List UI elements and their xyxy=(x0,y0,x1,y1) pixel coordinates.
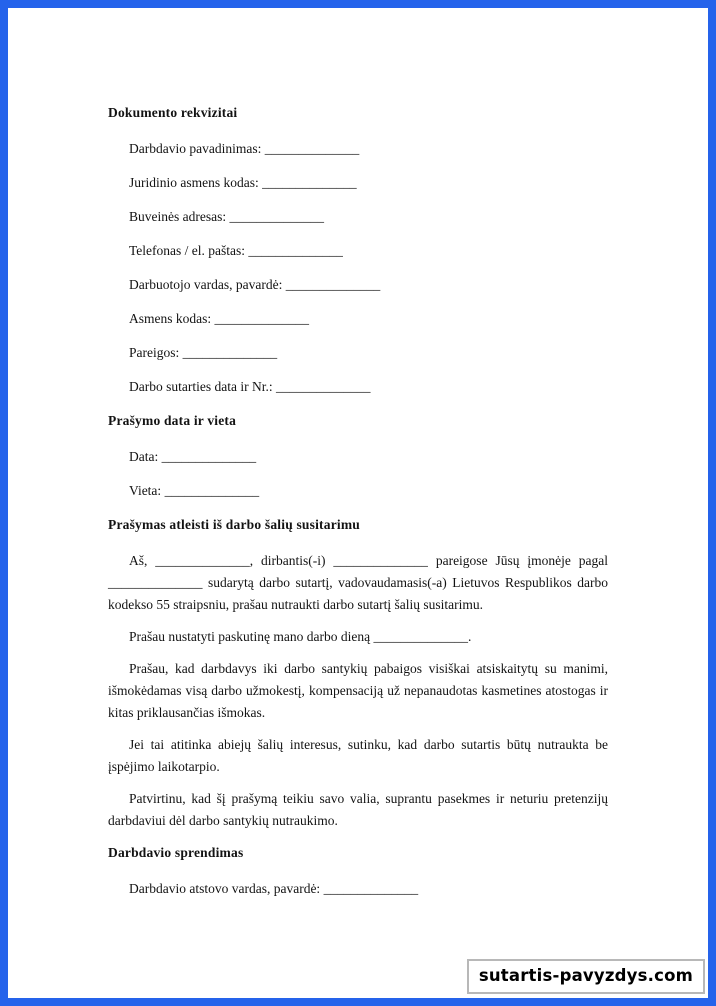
section-heading: Prašymo data ir vieta xyxy=(108,413,237,428)
section-dokumento-rekvizitai xyxy=(108,102,608,398)
field-label: Data: xyxy=(129,449,159,464)
field-line xyxy=(129,480,608,502)
document-content xyxy=(8,8,708,900)
paragraph: Jei tai atitinka abiejų šalių interesus, sutinku, kad darbo sutartis būtų nutraukta be įspėjimo laikotarpio. xyxy=(108,737,608,774)
section-prasymo-data-ir-vieta xyxy=(108,410,608,502)
field-line xyxy=(129,138,608,160)
field-line xyxy=(129,172,608,194)
paragraph: Aš, ______________, dirbantis(-i) ______________ pareigose Jūsų įmonėje pagal ______________ sudarytą darbo sutartį, vadovaudamasis(-a) Lietuvos Respublikos darbo kodekso 55 straipsniu, prašau nutraukti darbo sutartį šalių susitarimu. xyxy=(108,553,608,612)
field-label: Telefonas / el. paštas: xyxy=(129,243,246,258)
section-heading: Prašymas atleisti iš darbo šalių susitarimu xyxy=(108,517,360,532)
section-prasymas-atleisti xyxy=(108,514,608,832)
field-label: Darbuotojo vardas, pavardė: xyxy=(129,277,283,292)
field-line xyxy=(129,308,608,330)
section-heading: Darbdavio sprendimas xyxy=(108,845,244,860)
field-line xyxy=(129,274,608,296)
blank-line: ______________ xyxy=(248,243,343,258)
blank-line: ______________ xyxy=(164,483,260,498)
paragraph: Prašau nustatyti paskutinę mano darbo dieną ______________. xyxy=(129,629,472,644)
field-label: Darbdavio pavadinimas: xyxy=(129,141,262,156)
field-label: Darbo sutarties data ir Nr.: xyxy=(129,379,273,394)
field-line xyxy=(129,446,608,468)
blank-line: ______________ xyxy=(229,209,324,224)
field-label: Juridinio asmens kodas: xyxy=(129,175,259,190)
blank-line: ______________ xyxy=(285,277,381,292)
blank-line: ______________ xyxy=(182,345,278,360)
blank-line: ______________ xyxy=(262,175,357,190)
section-heading: Dokumento rekvizitai xyxy=(108,105,238,120)
field-label: Asmens kodas: xyxy=(129,311,212,326)
paragraph: Prašau, kad darbdavys iki darbo santykių pabaigos visiškai atsiskaitytų su manimi, išmokėdamas visą darbo užmokestį, kompensaciją už nepanaudotas kasmetines atostogas ir kitas priklausančias išmokas. xyxy=(108,661,608,720)
field-line xyxy=(129,206,608,228)
paragraph: Patvirtinu, kad šį prašymą teikiu savo valia, suprantu pasekmes ir neturiu pretenzijų darbdaviui dėl darbo santykių nutraukimo. xyxy=(108,791,608,828)
blank-line: ______________ xyxy=(275,379,371,394)
field-line xyxy=(129,240,608,262)
field-line xyxy=(129,342,608,364)
watermark-badge: sutartis-pavyzdys.com xyxy=(467,959,705,994)
field-line xyxy=(129,878,608,900)
blank-line: ______________ xyxy=(323,881,419,896)
field-line xyxy=(129,376,608,398)
field-label: Darbdavio atstovo vardas, pavardė: xyxy=(129,881,321,896)
blank-line: ______________ xyxy=(264,141,360,156)
field-label: Buveinės adresas: xyxy=(129,209,227,224)
blank-line: ______________ xyxy=(161,449,257,464)
field-label: Pareigos: xyxy=(129,345,180,360)
blank-line: ______________ xyxy=(214,311,309,326)
section-darbdavio-sprendimas xyxy=(108,842,608,900)
field-label: Vieta: xyxy=(129,483,162,498)
